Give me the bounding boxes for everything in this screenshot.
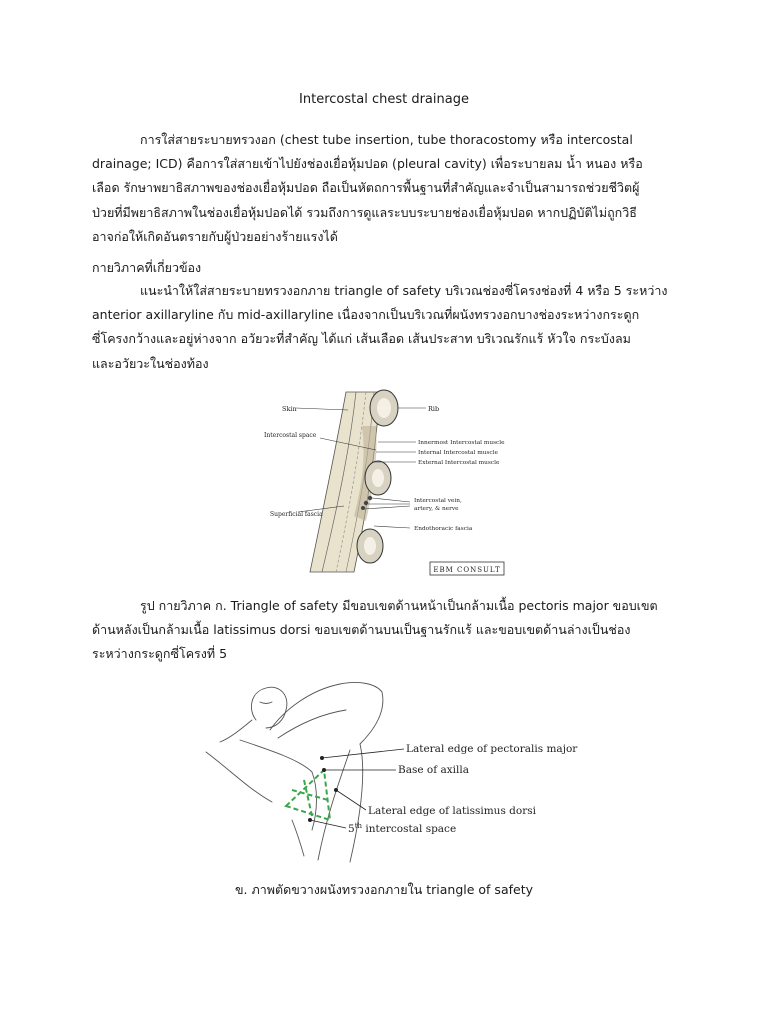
chest-wall-figure: [258, 386, 508, 578]
latissimus-label: Lateral edge of latissimus dorsi: [368, 805, 536, 817]
anatomy-line: แนะนำให้ใส่สายระบายทรวงอกภาย triangle of safety บริเวณช่องซี่โครงช่องที่ 4 หรือ 5 ระหว่าง: [140, 283, 668, 298]
axilla-label: Base of axilla: [398, 764, 469, 776]
intro-paragraph: [92, 128, 682, 249]
anatomy-line: และอวัยวะในช่องท้อง: [92, 355, 209, 371]
caption-line: ระหว่างกระดูกซี่โครงที่ 5: [92, 646, 228, 662]
caption-line: ด้านหลังเป็นกล้ามเนื้อ latissimus dorsi ขอบเขตด้านบนเป็นฐานรักแร้ และขอบเขตด้านล่างเป็นช่อง: [92, 622, 631, 638]
triangle-of-safety-figure: [200, 680, 578, 866]
intercostal-space-label: Intercostal space: [264, 432, 317, 439]
rib-label: Rib: [428, 405, 440, 413]
intro-line: ป่วยที่มีพยาธิสภาพในช่องเยื่อหุ้มปอดได้ รวมถึงการดูแลระบบระบายช่องเยื่อหุ้มปอด หากปฏิบัติไม่ถูกวิธี: [92, 204, 637, 220]
external-muscle-label: External Intercostal muscle: [418, 460, 500, 466]
intro-line: drainage; ICD) คือการใส่สายเข้าไปยังช่องเยื่อหุ้มปอด (pleural cavity) เพื่อระบายลม น้ำ หนอง หรือ: [92, 156, 643, 172]
caption-2: ข. ภาพตัดขวางผนังทรวงอกภายใน triangle of safety: [235, 882, 533, 897]
caption-1: [92, 594, 682, 667]
intro-line: การใส่สายระบายทรวงอก (chest tube insertion, tube thoracostomy หรือ intercostal: [140, 132, 633, 147]
document-title: Intercostal chest drainage: [299, 92, 469, 107]
vessels-label: artery, & nerve: [414, 506, 459, 512]
intro-line: เลือด รักษาพยาธิสภาพของช่องเยื่อหุ้มปอด ถือเป็นหัตถการพื้นฐานที่สำคัญและจำเป็นสามารถช่วยชีวิตผู้: [92, 180, 640, 196]
skin-label: Skin: [282, 405, 297, 413]
rib-icon: [370, 390, 398, 426]
internal-muscle-label: Internal Intercostal muscle: [418, 450, 498, 456]
ebm-consult-logo: EBM CONSULT: [433, 566, 501, 574]
intro-line: อาจก่อให้เกิดอันตรายกับผู้ป่วยอย่างร้ายแรงได้: [92, 228, 338, 244]
pectoralis-label: Lateral edge of pectoralis major: [406, 743, 578, 755]
rib-icon: [357, 529, 383, 563]
anatomy-line: ซี่โครงกว้างและอยู่ห่างจาก อวัยวะที่สำคัญ ได้แก่ เส้นเลือด เส้นประสาท บริเวณรักแร้ หัวใจ กระบังลม: [92, 331, 631, 347]
vessels-label: Intercostal vein,: [414, 498, 462, 504]
superficial-fascia-label: Superficial fascia: [270, 511, 323, 518]
caption-line: รูป กายวิภาค ก. Triangle of safety มีขอบเขตด้านหน้าเป็นกล้ามเนื้อ pectoris major ขอบเขต: [140, 598, 658, 613]
rib-icon: [365, 461, 391, 495]
anatomy-heading: กายวิภาคที่เกี่ยวข้อง: [92, 260, 202, 275]
anatomy-line: anterior axillaryline กับ mid-axillaryline เนื่องจากเป็นบริเวณที่ผนังทรวงอกบางช่องระหว่างกระดูก: [92, 307, 640, 323]
endothoracic-fascia-label: Endothoracic fascia: [414, 526, 473, 532]
anatomy-paragraph: [92, 279, 682, 376]
intercostal-space-label: 5th intercostal space: [348, 822, 457, 835]
innermost-muscle-label: Innermost Intercostal muscle: [418, 440, 505, 446]
